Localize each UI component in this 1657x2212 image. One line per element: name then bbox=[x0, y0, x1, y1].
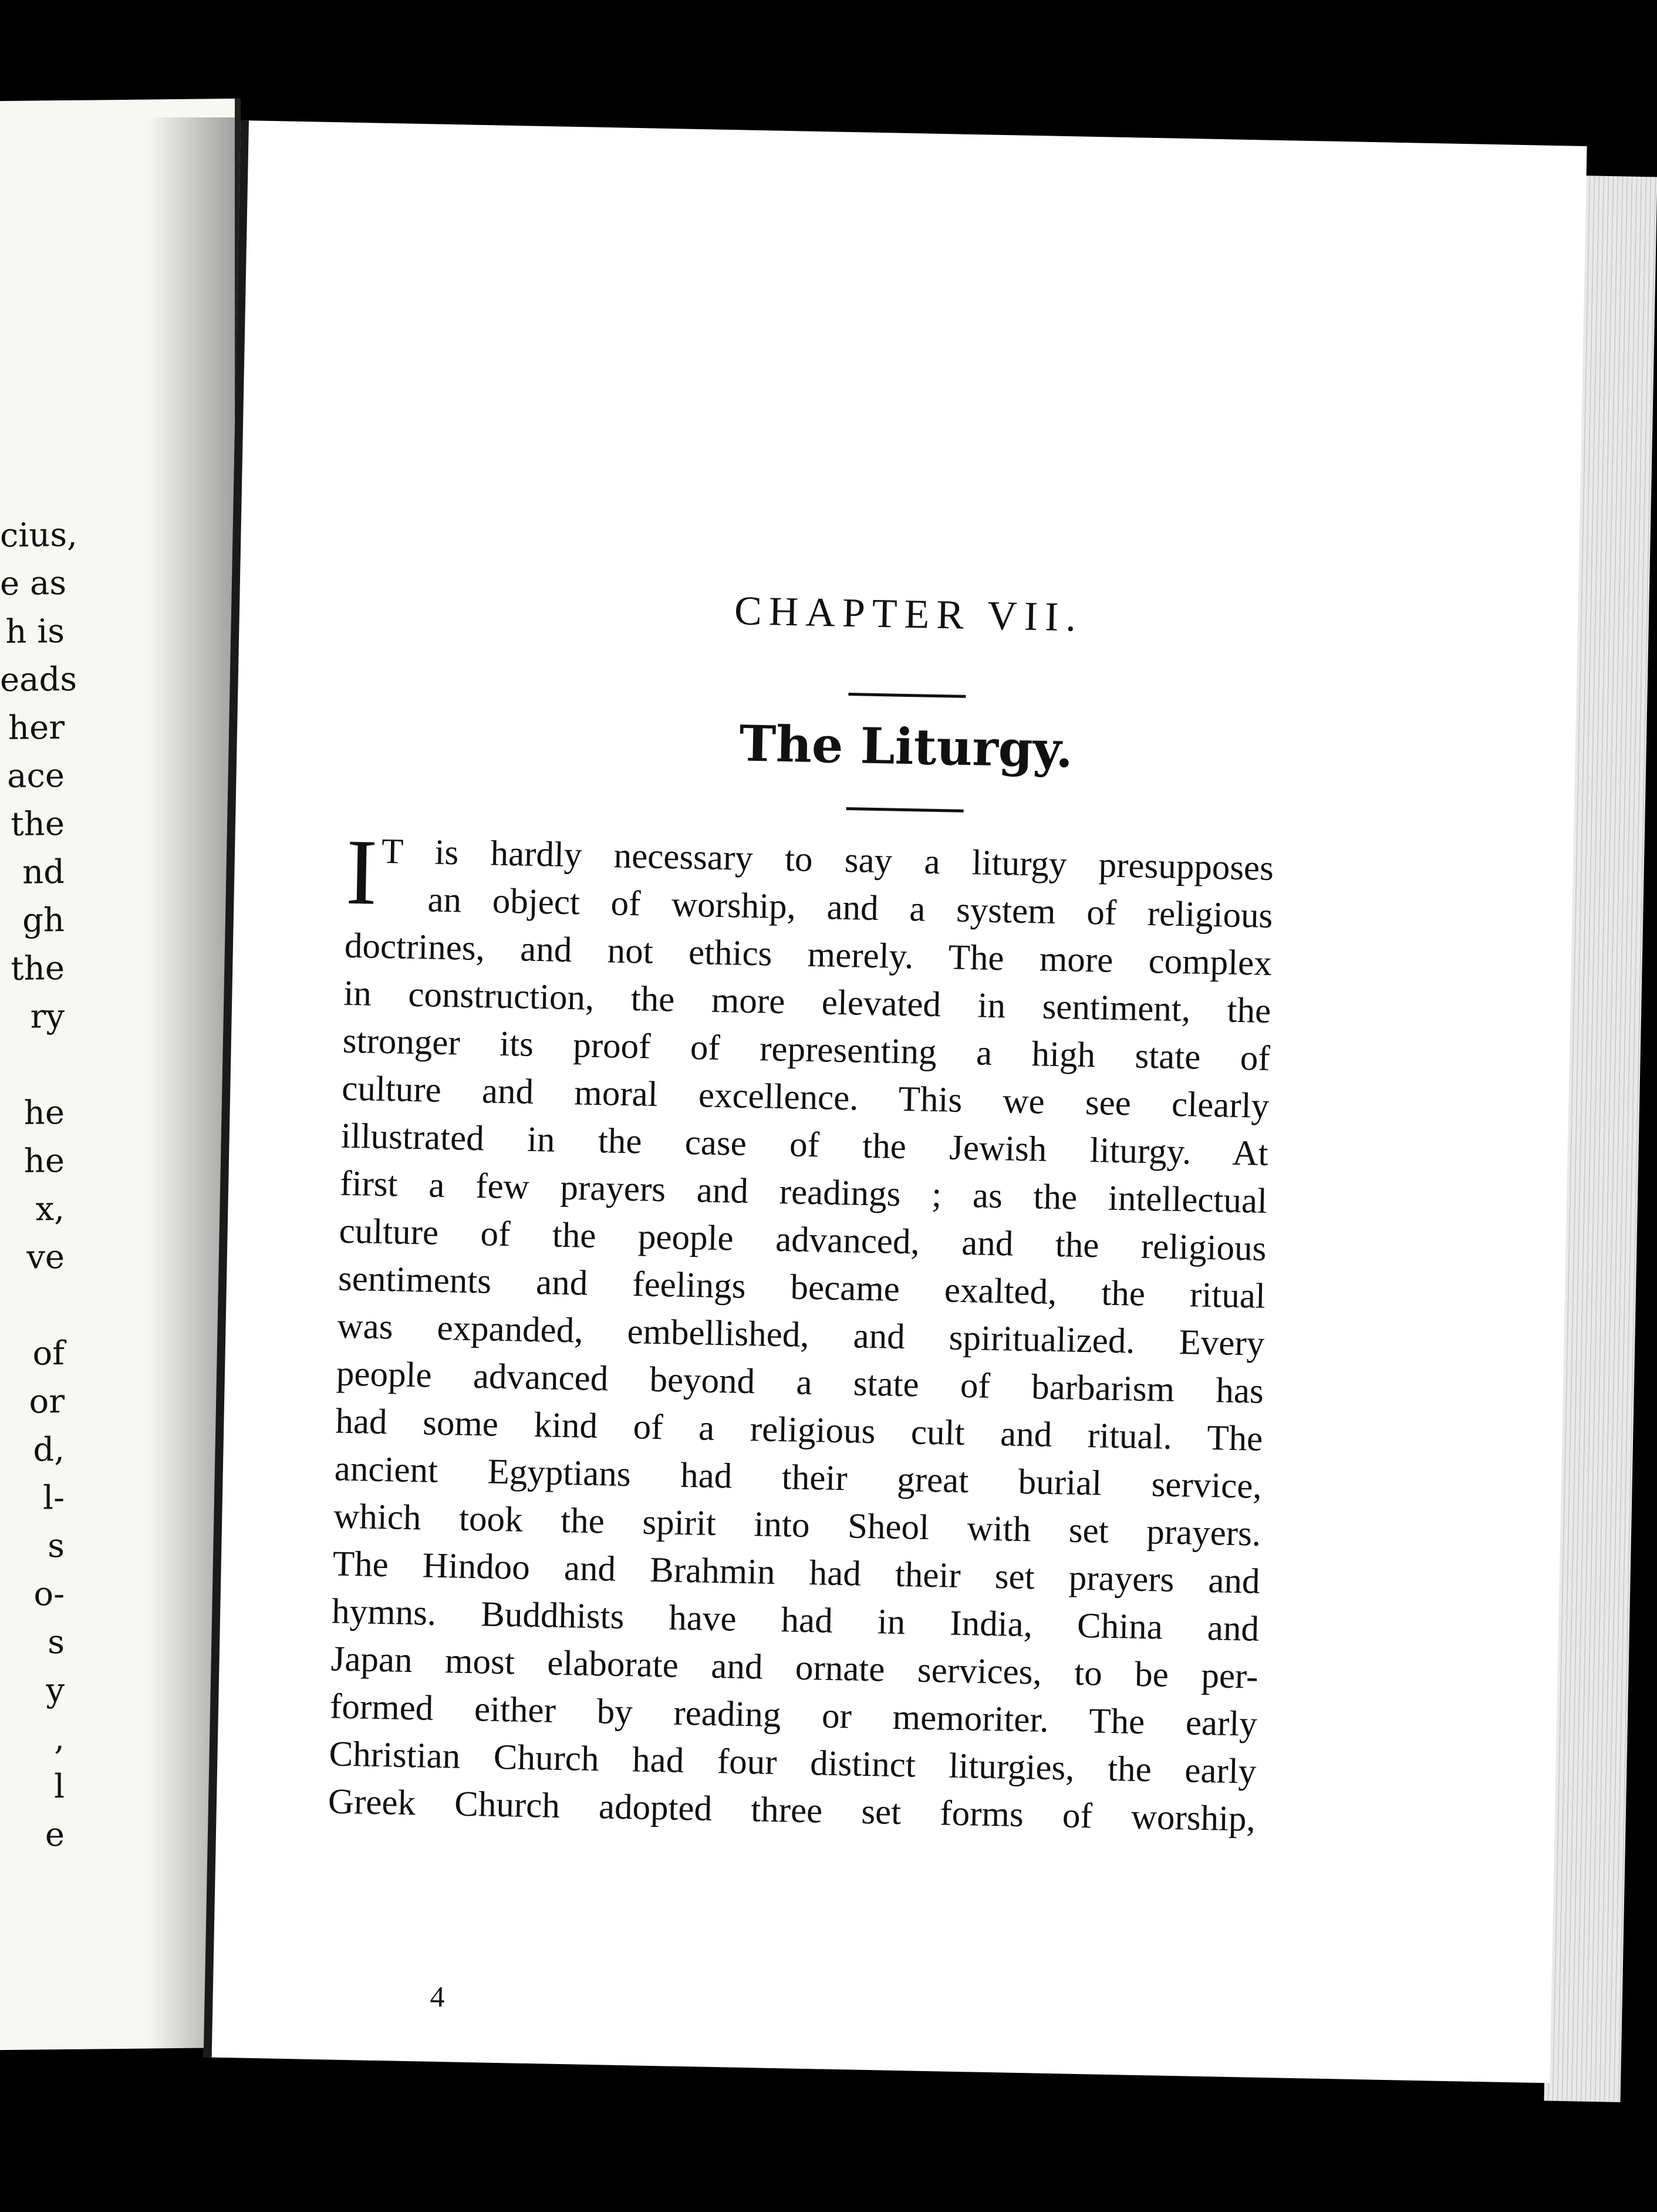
left-page-line: her bbox=[8, 708, 65, 747]
chapter-heading: CHAPTER VII. bbox=[734, 588, 1084, 640]
left-page-line: e bbox=[45, 1815, 65, 1854]
left-page-line: he bbox=[23, 1093, 65, 1132]
page-number: 4 bbox=[430, 1980, 446, 2014]
body-text bbox=[328, 819, 1274, 1843]
body-line: which took the spirit into Sheol with set prayers. bbox=[333, 1496, 1261, 1554]
body-line: doctrines, and not ethics merely. The more complex bbox=[344, 926, 1273, 983]
body-line: Christian Church had four distinct liturgies, the early bbox=[328, 1734, 1257, 1792]
body-line: culture of the people advanced, and the religious bbox=[339, 1211, 1267, 1269]
left-page-line: s bbox=[48, 1526, 65, 1566]
heading-rule-bottom bbox=[846, 807, 964, 812]
left-page-line: l- bbox=[43, 1478, 65, 1518]
left-page-line: he bbox=[23, 1141, 65, 1181]
body-line: was expanded, embellished, and spiritualized. Every bbox=[336, 1306, 1265, 1364]
body-line: Japan most elaborate and ornate services, to be per- bbox=[330, 1639, 1259, 1697]
left-page-line: nd bbox=[22, 852, 65, 892]
drop-cap: I bbox=[345, 819, 379, 925]
left-page-line: ry bbox=[30, 997, 65, 1036]
left-page-line: cius, bbox=[0, 515, 77, 555]
left-page-line: x, bbox=[35, 1189, 65, 1229]
left-page-line bbox=[0, 1041, 65, 1090]
body-line: had some kind of a religious cult and ritual. The bbox=[335, 1401, 1263, 1459]
left-page-line: the bbox=[11, 804, 65, 844]
left-page-text-fragments bbox=[0, 511, 77, 1860]
left-page-line: e as bbox=[0, 564, 67, 603]
left-page-line: s bbox=[48, 1623, 65, 1662]
body-line: stronger its proof of representing a high state of bbox=[342, 1021, 1271, 1078]
left-page-line: ace bbox=[7, 756, 65, 796]
body-line: culture and moral excellence. This we see clearly bbox=[341, 1068, 1270, 1126]
left-page-line: d, bbox=[33, 1430, 65, 1469]
left-page-line: or bbox=[29, 1382, 65, 1421]
body-line: T is hardly necessary to say a liturgy presupposes bbox=[381, 831, 1274, 889]
left-page-line: l bbox=[54, 1767, 65, 1806]
body-line: first a few prayers and readings ; as the intellectual bbox=[339, 1164, 1268, 1221]
left-page-line: h is bbox=[5, 612, 65, 652]
left-page-line bbox=[0, 1282, 65, 1330]
left-page-line: o- bbox=[33, 1574, 65, 1614]
left-page-line: of bbox=[32, 1334, 65, 1373]
body-line: illustrated in the case of the Jewish liturgy. At bbox=[340, 1116, 1269, 1174]
body-line: Greek Church adopted three set forms of worship, bbox=[328, 1782, 1256, 1839]
left-page-line: gh bbox=[22, 901, 65, 940]
body-line: people advanced beyond a state of barbarism has bbox=[336, 1354, 1264, 1411]
left-page-line: y bbox=[46, 1671, 65, 1710]
chapter-title: The Liturgy. bbox=[738, 714, 1074, 779]
right-page bbox=[204, 120, 1587, 2083]
left-page-line: eads bbox=[0, 660, 77, 700]
heading-rule-top bbox=[848, 693, 966, 698]
body-line: in construction, the more elevated in sentiment, the bbox=[343, 973, 1271, 1031]
body-line: formed either by reading or memoriter. The early bbox=[329, 1687, 1258, 1744]
body-line: hymns. Buddhists have had in India, China and bbox=[331, 1591, 1260, 1649]
left-page-line: the bbox=[11, 949, 65, 988]
body-line: sentiments and feelings became exalted, the ritual bbox=[338, 1259, 1266, 1316]
left-page-line: ve bbox=[26, 1237, 65, 1277]
left-page-line: , bbox=[54, 1719, 65, 1758]
body-line: an object of worship, and a system of religious bbox=[427, 880, 1273, 936]
body-line: The Hindoo and Brahmin had their set prayers and bbox=[332, 1544, 1261, 1601]
body-line: ancient Egyptians had their great burial service, bbox=[334, 1449, 1263, 1506]
